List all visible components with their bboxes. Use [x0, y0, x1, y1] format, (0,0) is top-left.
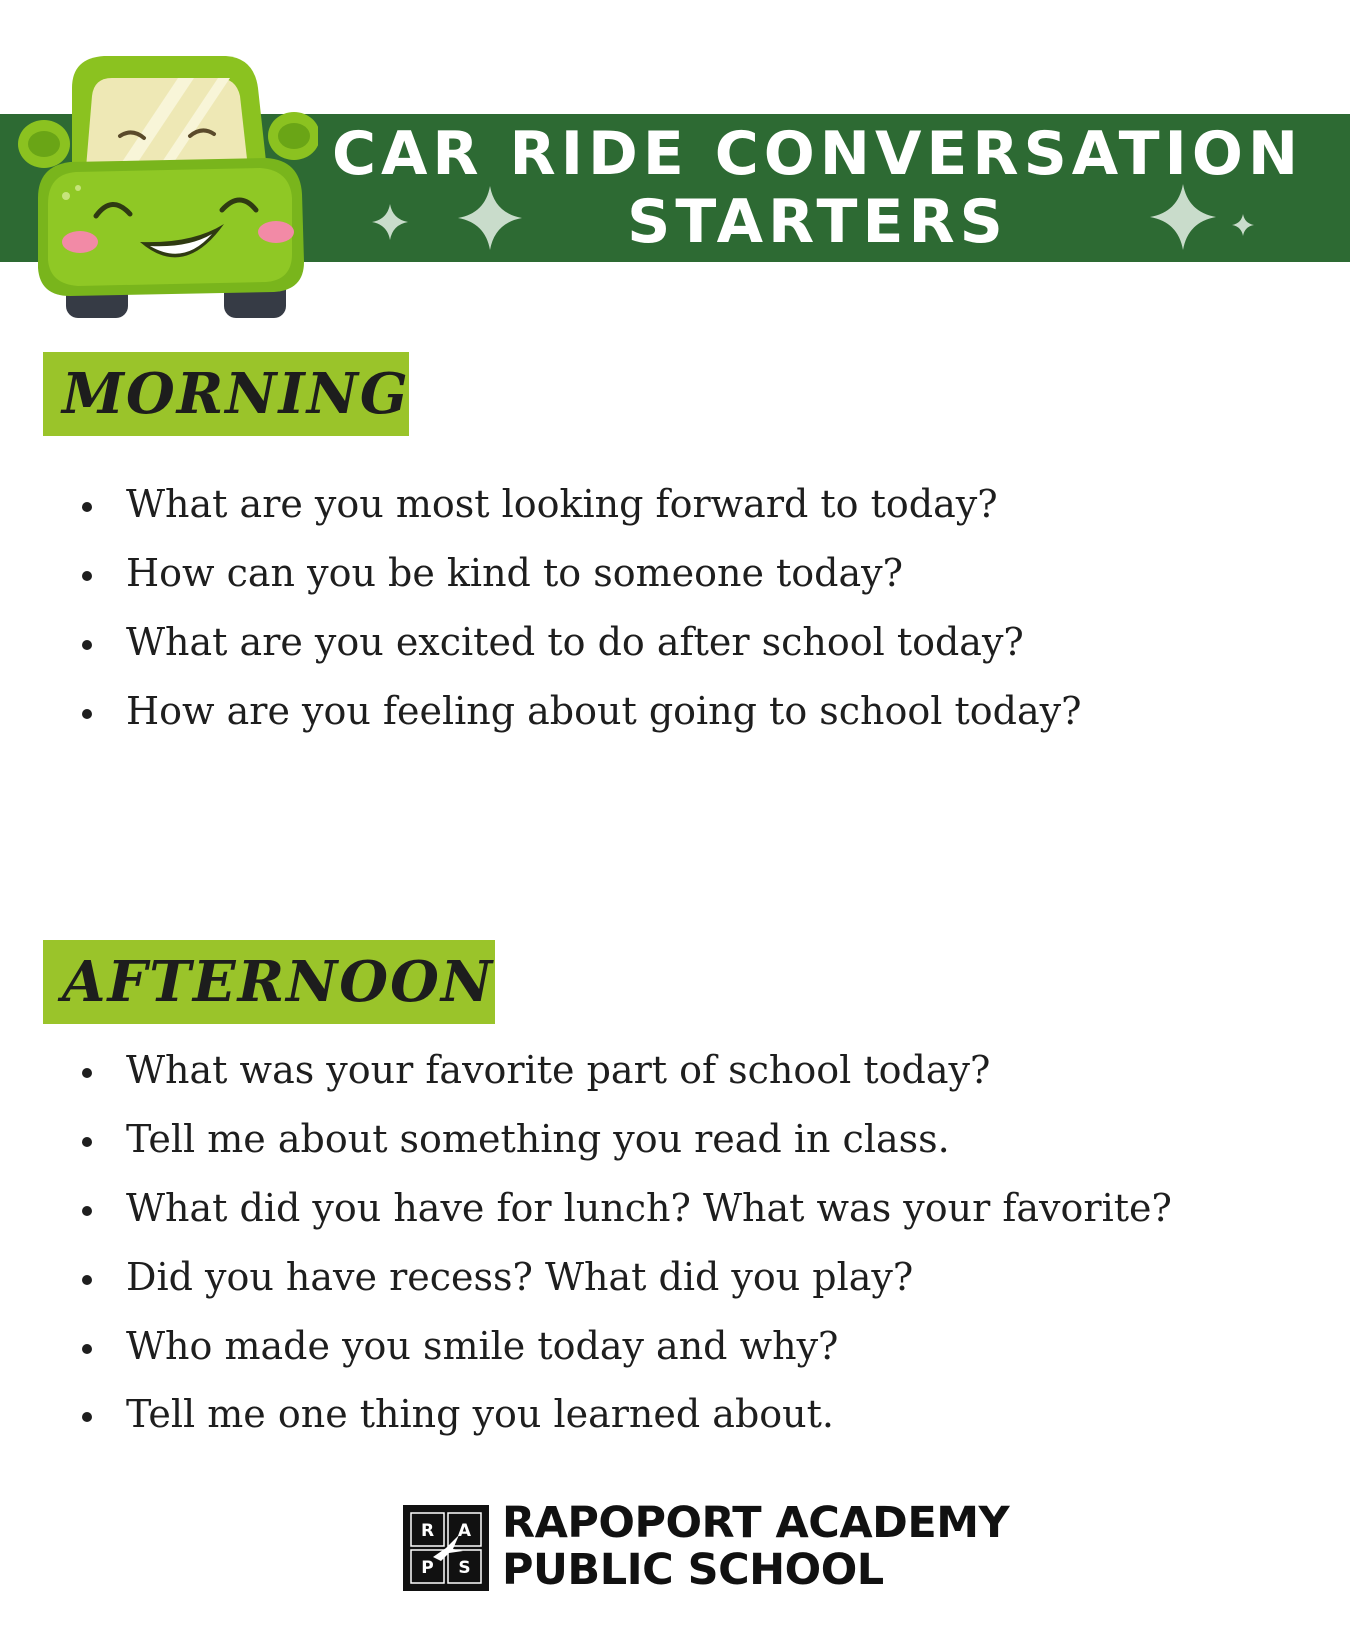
question-text: Tell me about something you read in class. — [126, 1117, 950, 1162]
list-item — [0, 1105, 1350, 1174]
afternoon-section-heading — [43, 940, 495, 1024]
logo-letter-s: S — [458, 1558, 471, 1578]
list-item — [0, 1380, 1350, 1449]
list-item — [0, 1242, 1350, 1311]
school-name-line-1: RAPOPORT ACADEMY — [502, 1498, 1010, 1548]
question-text: What did you have for lunch? What was your favorite? — [126, 1185, 1172, 1230]
bullet-dot-icon — [82, 1412, 92, 1422]
list-item — [0, 539, 1350, 608]
title-line-1: CAR RIDE CONVERSATION — [331, 119, 1304, 189]
afternoon-label: AFTERNOON — [62, 949, 495, 1015]
logo-letter-p: P — [421, 1558, 434, 1578]
bullet-dot-icon — [82, 1275, 92, 1285]
bullet-dot-icon — [82, 1137, 92, 1147]
question-text: Did you have recess? What did you play? — [126, 1254, 914, 1299]
question-text: Tell me one thing you learned about. — [126, 1392, 834, 1437]
bullet-dot-icon — [82, 1206, 92, 1216]
question-text: How can you be kind to someone today? — [126, 551, 903, 596]
bullet-dot-icon — [82, 571, 92, 581]
bullet-dot-icon — [82, 502, 92, 512]
list-item — [0, 1311, 1350, 1380]
afternoon-question-list — [0, 1036, 1350, 1449]
title-line-2: STARTERS — [627, 187, 1008, 257]
smiling-green-car-icon — [8, 48, 318, 324]
bullet-dot-icon — [82, 1068, 92, 1078]
school-name — [502, 1500, 1009, 1594]
list-item — [0, 676, 1350, 745]
logo-letter-r: R — [420, 1521, 435, 1541]
question-text: What are you excited to do after school today? — [126, 619, 1024, 664]
list-item — [0, 1036, 1350, 1105]
morning-label: MORNING — [62, 361, 410, 427]
school-name-line-2: PUBLIC SCHOOL — [502, 1545, 884, 1595]
bullet-dot-icon — [82, 709, 92, 719]
page-title — [300, 114, 1335, 262]
bullet-dot-icon — [82, 640, 92, 650]
school-logo — [403, 1505, 489, 1591]
list-item — [0, 1174, 1350, 1243]
list-item — [0, 470, 1350, 539]
morning-section-heading — [43, 352, 409, 436]
question-text: What was your favorite part of school today? — [126, 1048, 991, 1093]
bullet-dot-icon — [82, 1344, 92, 1354]
question-text: How are you feeling about going to school today? — [126, 688, 1082, 733]
question-text: What are you most looking forward to today? — [126, 482, 998, 527]
list-item — [0, 608, 1350, 677]
logo-letter-a: A — [457, 1521, 472, 1541]
question-text: Who made you smile today and why? — [126, 1323, 839, 1368]
morning-question-list — [0, 470, 1350, 745]
